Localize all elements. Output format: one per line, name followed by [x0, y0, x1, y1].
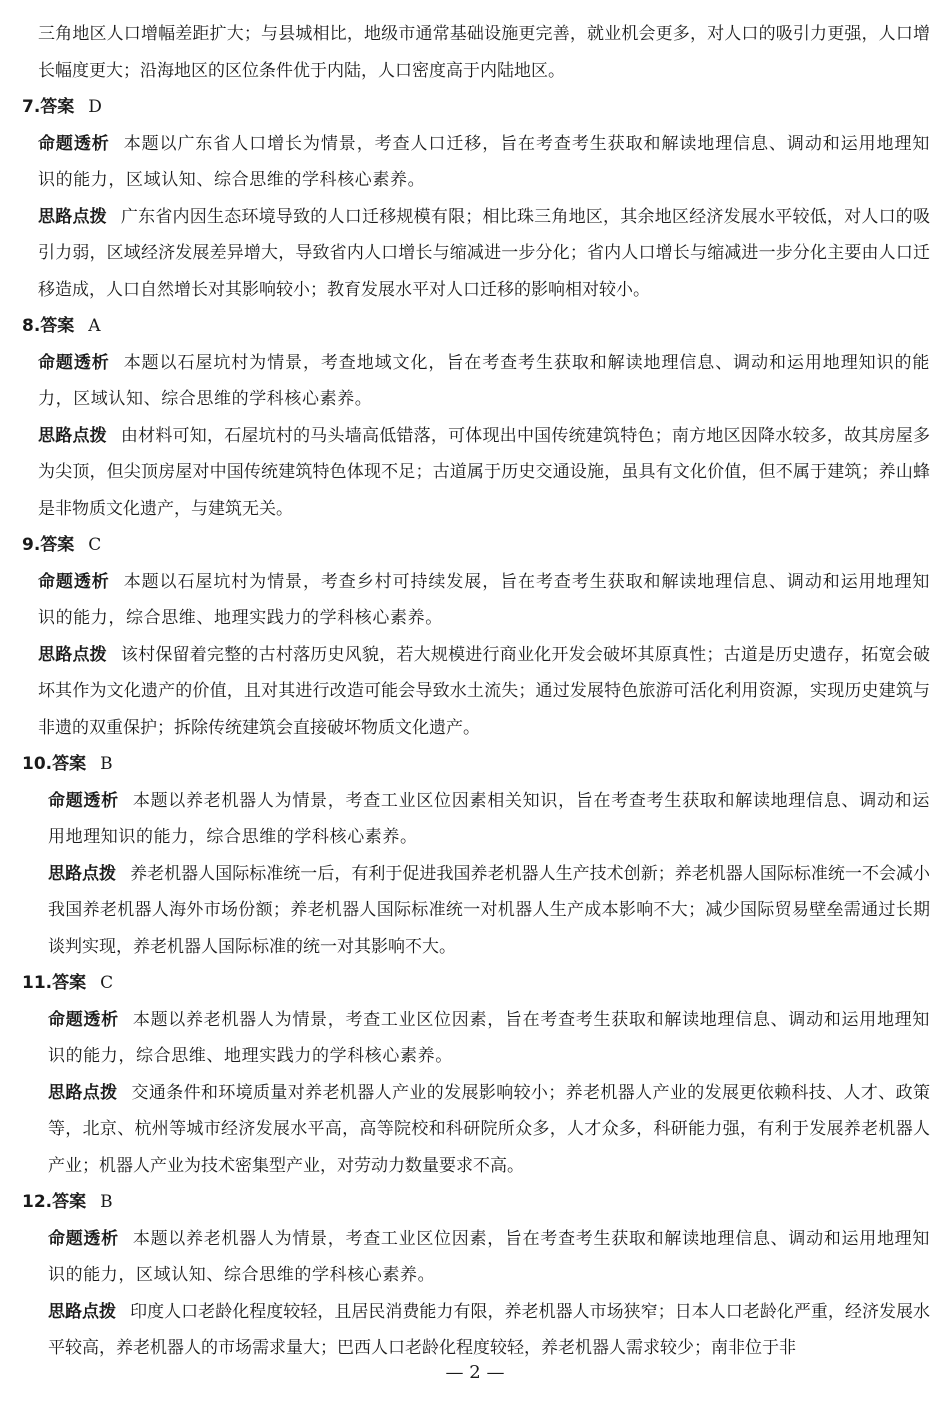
answer-label: 答案 [40, 535, 75, 555]
analysis-paragraph [38, 126, 930, 199]
approach-label: 思路点拨 [38, 425, 107, 446]
approach-text: 交通条件和环境质量对养老机器人产业的发展影响较小；养老机器人产业的发展更依赖科技、人才、政策等，北京、杭州等城市经济发展水平高，高等院校和科研院所众多，人才众多，科研能力强，有利于发展养老机器人产业；机器人产业为技术密集型产业，对劳动力数量要求不高。 [48, 1082, 931, 1176]
approach-label: 思路点拨 [48, 1082, 118, 1103]
analysis-text: 本题以养老机器人为情景，考查工业区位因素，旨在考查考生获取和解读地理信息、调动和运用地理知识的能力，综合思维、地理实践力的学科核心素养。 [48, 1009, 931, 1066]
answer-label: 答案 [40, 316, 75, 336]
item-9 [22, 527, 930, 746]
analysis-paragraph [48, 1002, 930, 1075]
approach-text: 养老机器人国际标准统一后，有利于促进我国养老机器人生产技术创新；养老机器人国际标准统一不会减小我国养老机器人海外市场份额；养老机器人国际标准统一对机器人生产成本影响不大；减少国际贸易壁垒需通过长期谈判实现，养老机器人国际标准的统一对其影响不大。 [48, 863, 931, 957]
analysis-label: 命题透析 [38, 352, 110, 373]
answer-label: 答案 [40, 97, 75, 117]
item-7 [22, 89, 930, 308]
answer-label: 答案 [52, 1192, 87, 1212]
analysis-label: 命题透析 [48, 1228, 119, 1249]
approach-paragraph [38, 199, 930, 309]
analysis-paragraph [48, 1221, 930, 1294]
analysis-paragraph [38, 345, 930, 418]
answer-line [22, 89, 930, 126]
approach-text: 由材料可知，石屋坑村的马头墙高低错落，可体现出中国传统建筑特色；南方地区因降水较多，故其房屋多为尖顶，但尖顶房屋对中国传统建筑特色体现不足；古道属于历史交通设施，虽具有文化价值，但不属于建筑；养山蜂是非物质文化遗产，与建筑无关。 [38, 425, 931, 519]
analysis-text: 本题以石屋坑村为情景，考查地域文化，旨在考查考生获取和解读地理信息、调动和运用地理知识的能力，区域认知、综合思维的学科核心素养。 [38, 352, 930, 409]
answer-value: C [88, 535, 102, 555]
answer-value: C [100, 973, 114, 993]
analysis-label: 命题透析 [38, 571, 110, 592]
analysis-label: 命题透析 [48, 790, 119, 811]
item-11 [22, 965, 930, 1184]
item-8 [22, 308, 930, 527]
page-number: — 2 — [445, 1362, 505, 1383]
question-number: 10. [22, 754, 53, 774]
item-12 [22, 1184, 930, 1367]
intro-paragraph: 三角地区人口增幅差距扩大；与县城相比，地级市通常基础设施更完善，就业机会更多，对人口的吸引力更强，人口增长幅度更大；沿海地区的区位条件优于内陆，人口密度高于内陆地区。 [38, 24, 930, 81]
approach-label: 思路点拨 [48, 863, 117, 884]
question-number: 8. [22, 316, 41, 336]
answer-line [22, 965, 930, 1002]
question-number: 11. [22, 973, 53, 993]
approach-text: 广东省内因生态环境导致的人口迁移规模有限；相比珠三角地区，其余地区经济发展水平较低，对人口的吸引力弱，区域经济发展差异增大，导致省内人口增长与缩减进一步分化；省内人口增长与缩减进一步分化主要由人口迁移造成，人口自然增长对其影响较小；教育发展水平对人口迁移的影响相对较小。 [38, 206, 931, 300]
analysis-paragraph [38, 564, 930, 637]
approach-label: 思路点拨 [38, 206, 107, 227]
analysis-text: 本题以养老机器人为情景，考查工业区位因素，旨在考查考生获取和解读地理信息、调动和运用地理知识的能力，区域认知、综合思维的学科核心素养。 [48, 1228, 931, 1285]
analysis-paragraph [48, 783, 930, 856]
answer-line [22, 527, 930, 564]
analysis-text: 本题以石屋坑村为情景，考查乡村可持续发展，旨在考查考生获取和解读地理信息、调动和运用地理知识的能力，综合思维、地理实践力的学科核心素养。 [38, 571, 930, 628]
answer-value: B [100, 754, 113, 774]
answer-value: B [100, 1192, 113, 1212]
approach-paragraph [38, 637, 930, 747]
approach-paragraph [48, 856, 930, 966]
answer-line [22, 1184, 930, 1221]
approach-paragraph [48, 1294, 930, 1367]
answer-label: 答案 [52, 973, 87, 993]
question-number: 9. [22, 535, 41, 555]
approach-label: 思路点拨 [48, 1301, 117, 1322]
approach-text: 该村保留着完整的古村落历史风貌，若大规模进行商业化开发会破坏其原真性；古道是历史遗存，拓宽会破坏其作为文化遗产的价值，且对其进行改造可能会导致水土流失；通过发展特色旅游可活化利用资源，实现历史建筑与非遗的双重保护；拆除传统建筑会直接破坏物质文化遗产。 [38, 644, 931, 738]
approach-text: 印度人口老龄化程度较轻，且居民消费能力有限，养老机器人市场狭窄；日本人口老龄化严重，经济发展水平较高，养老机器人的市场需求量大；巴西人口老龄化程度较轻，养老机器人需求较少；南非位于非 [48, 1301, 931, 1358]
analysis-text: 本题以广东省人口增长为情景，考查人口迁移，旨在考查考生获取和解读地理信息、调动和运用地理知识的能力，区域认知、综合思维的学科核心素养。 [38, 133, 930, 190]
analysis-label: 命题透析 [48, 1009, 119, 1030]
question-number: 7. [22, 97, 41, 117]
approach-label: 思路点拨 [38, 644, 107, 665]
approach-paragraph [38, 418, 930, 528]
approach-paragraph [48, 1075, 930, 1185]
answer-value: D [88, 97, 102, 117]
answer-line [22, 746, 930, 783]
question-number: 12. [22, 1192, 53, 1212]
analysis-text: 本题以养老机器人为情景，考查工业区位因素相关知识，旨在考查考生获取和解读地理信息、调动和运用地理知识的能力，综合思维的学科核心素养。 [48, 790, 931, 847]
answer-value: A [88, 316, 101, 336]
item-10 [22, 746, 930, 965]
answer-line [22, 308, 930, 345]
analysis-label: 命题透析 [38, 133, 110, 154]
answer-label: 答案 [52, 754, 87, 774]
